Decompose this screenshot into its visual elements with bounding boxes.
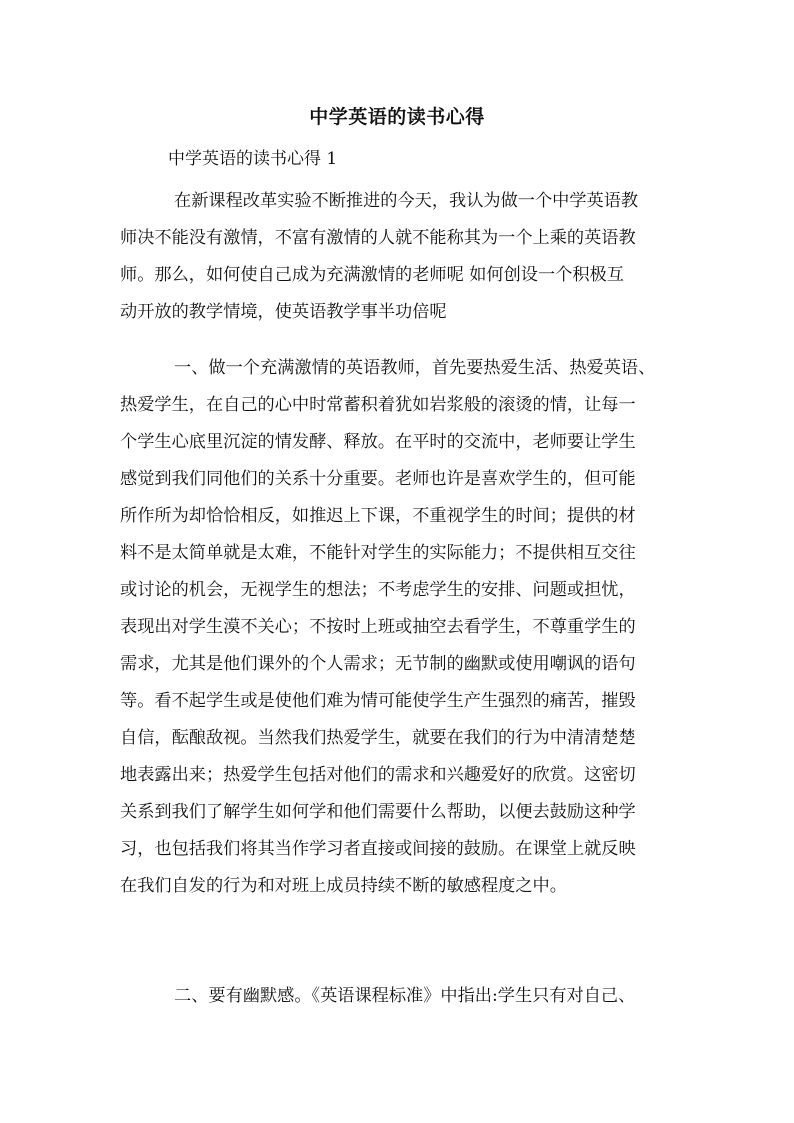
paragraph-line: 等。看不起学生或是使他们难为情可能使学生产生强烈的痛苦，摧毁 [120, 691, 636, 711]
paragraph-line: 师。那么，如何使自己成为充满激情的老师呢 如何创设一个积极互 [120, 265, 624, 285]
paragraph-line: 或讨论的机会，无视学生的想法；不考虑学生的安排、问题或担忧， [120, 580, 636, 600]
paragraph-line: 自信，酝酿敌视。当然我们热爱学生，就要在我们的行为中清清楚楚 [120, 728, 636, 748]
paragraph-humor [120, 978, 680, 1015]
paragraph-passion [120, 350, 680, 905]
paragraph-line: 地表露出来；热爱学生包括对他们的需求和兴趣爱好的欣赏。这密切 [120, 765, 636, 785]
paragraph-line: 动开放的教学情境，使英语教学事半功倍呢 [120, 302, 447, 322]
paragraph-line: 需求，尤其是他们课外的个人需求；无节制的幽默或使用嘲讽的语句 [120, 654, 636, 674]
paragraph-line: 习，也包括我们将其当作学习者直接或间接的鼓励。在课堂上就反映 [120, 839, 636, 859]
paragraph-line: 热爱学生，在自己的心中时常蓄积着犹如岩浆般的滚烫的情，让每一 [120, 395, 636, 415]
paragraph-line: 所作所为却恰恰相反，如推迟上下课，不重视学生的时间；提供的材 [120, 506, 636, 526]
paragraph-line: 在新课程改革实验不断推进的今天，我认为做一个中学英语教 [174, 191, 639, 211]
paragraph-line: 一、做一个充满激情的英语教师，首先要热爱生活、热爱英语、 [174, 358, 656, 378]
paragraph-line: 感觉到我们同他们的关系十分重要。老师也许是喜欢学生的，但可能 [120, 469, 636, 489]
paragraph-line: 个学生心底里沉淀的情发酵、释放。在平时的交流中，老师要让学生 [120, 432, 636, 452]
paragraph-line: 关系到我们了解学生如何学和他们需要什么帮助，以便去鼓励这种学 [120, 802, 636, 822]
paragraph-intro [120, 183, 680, 331]
paragraph-line: 师决不能没有激情，不富有激情的人就不能称其为一个上乘的英语教 [120, 228, 636, 248]
section-heading: 中学英语的读书心得 1 [168, 149, 338, 169]
paragraph-line: 表现出对学生漠不关心；不按时上班或抽空去看学生，不尊重学生的 [120, 617, 636, 637]
document-title: 中学英语的读书心得 [309, 106, 485, 128]
paragraph-line: 料不是太简单就是太难，不能针对学生的实际能力；不提供相互交往 [120, 543, 636, 563]
paragraph-line: 在我们自发的行为和对班上成员持续不断的敏感程度之中。 [120, 876, 567, 896]
paragraph-line: 二、要有幽默感。《英语课程标准》中指出:学生只有对自己、 [174, 986, 636, 1006]
